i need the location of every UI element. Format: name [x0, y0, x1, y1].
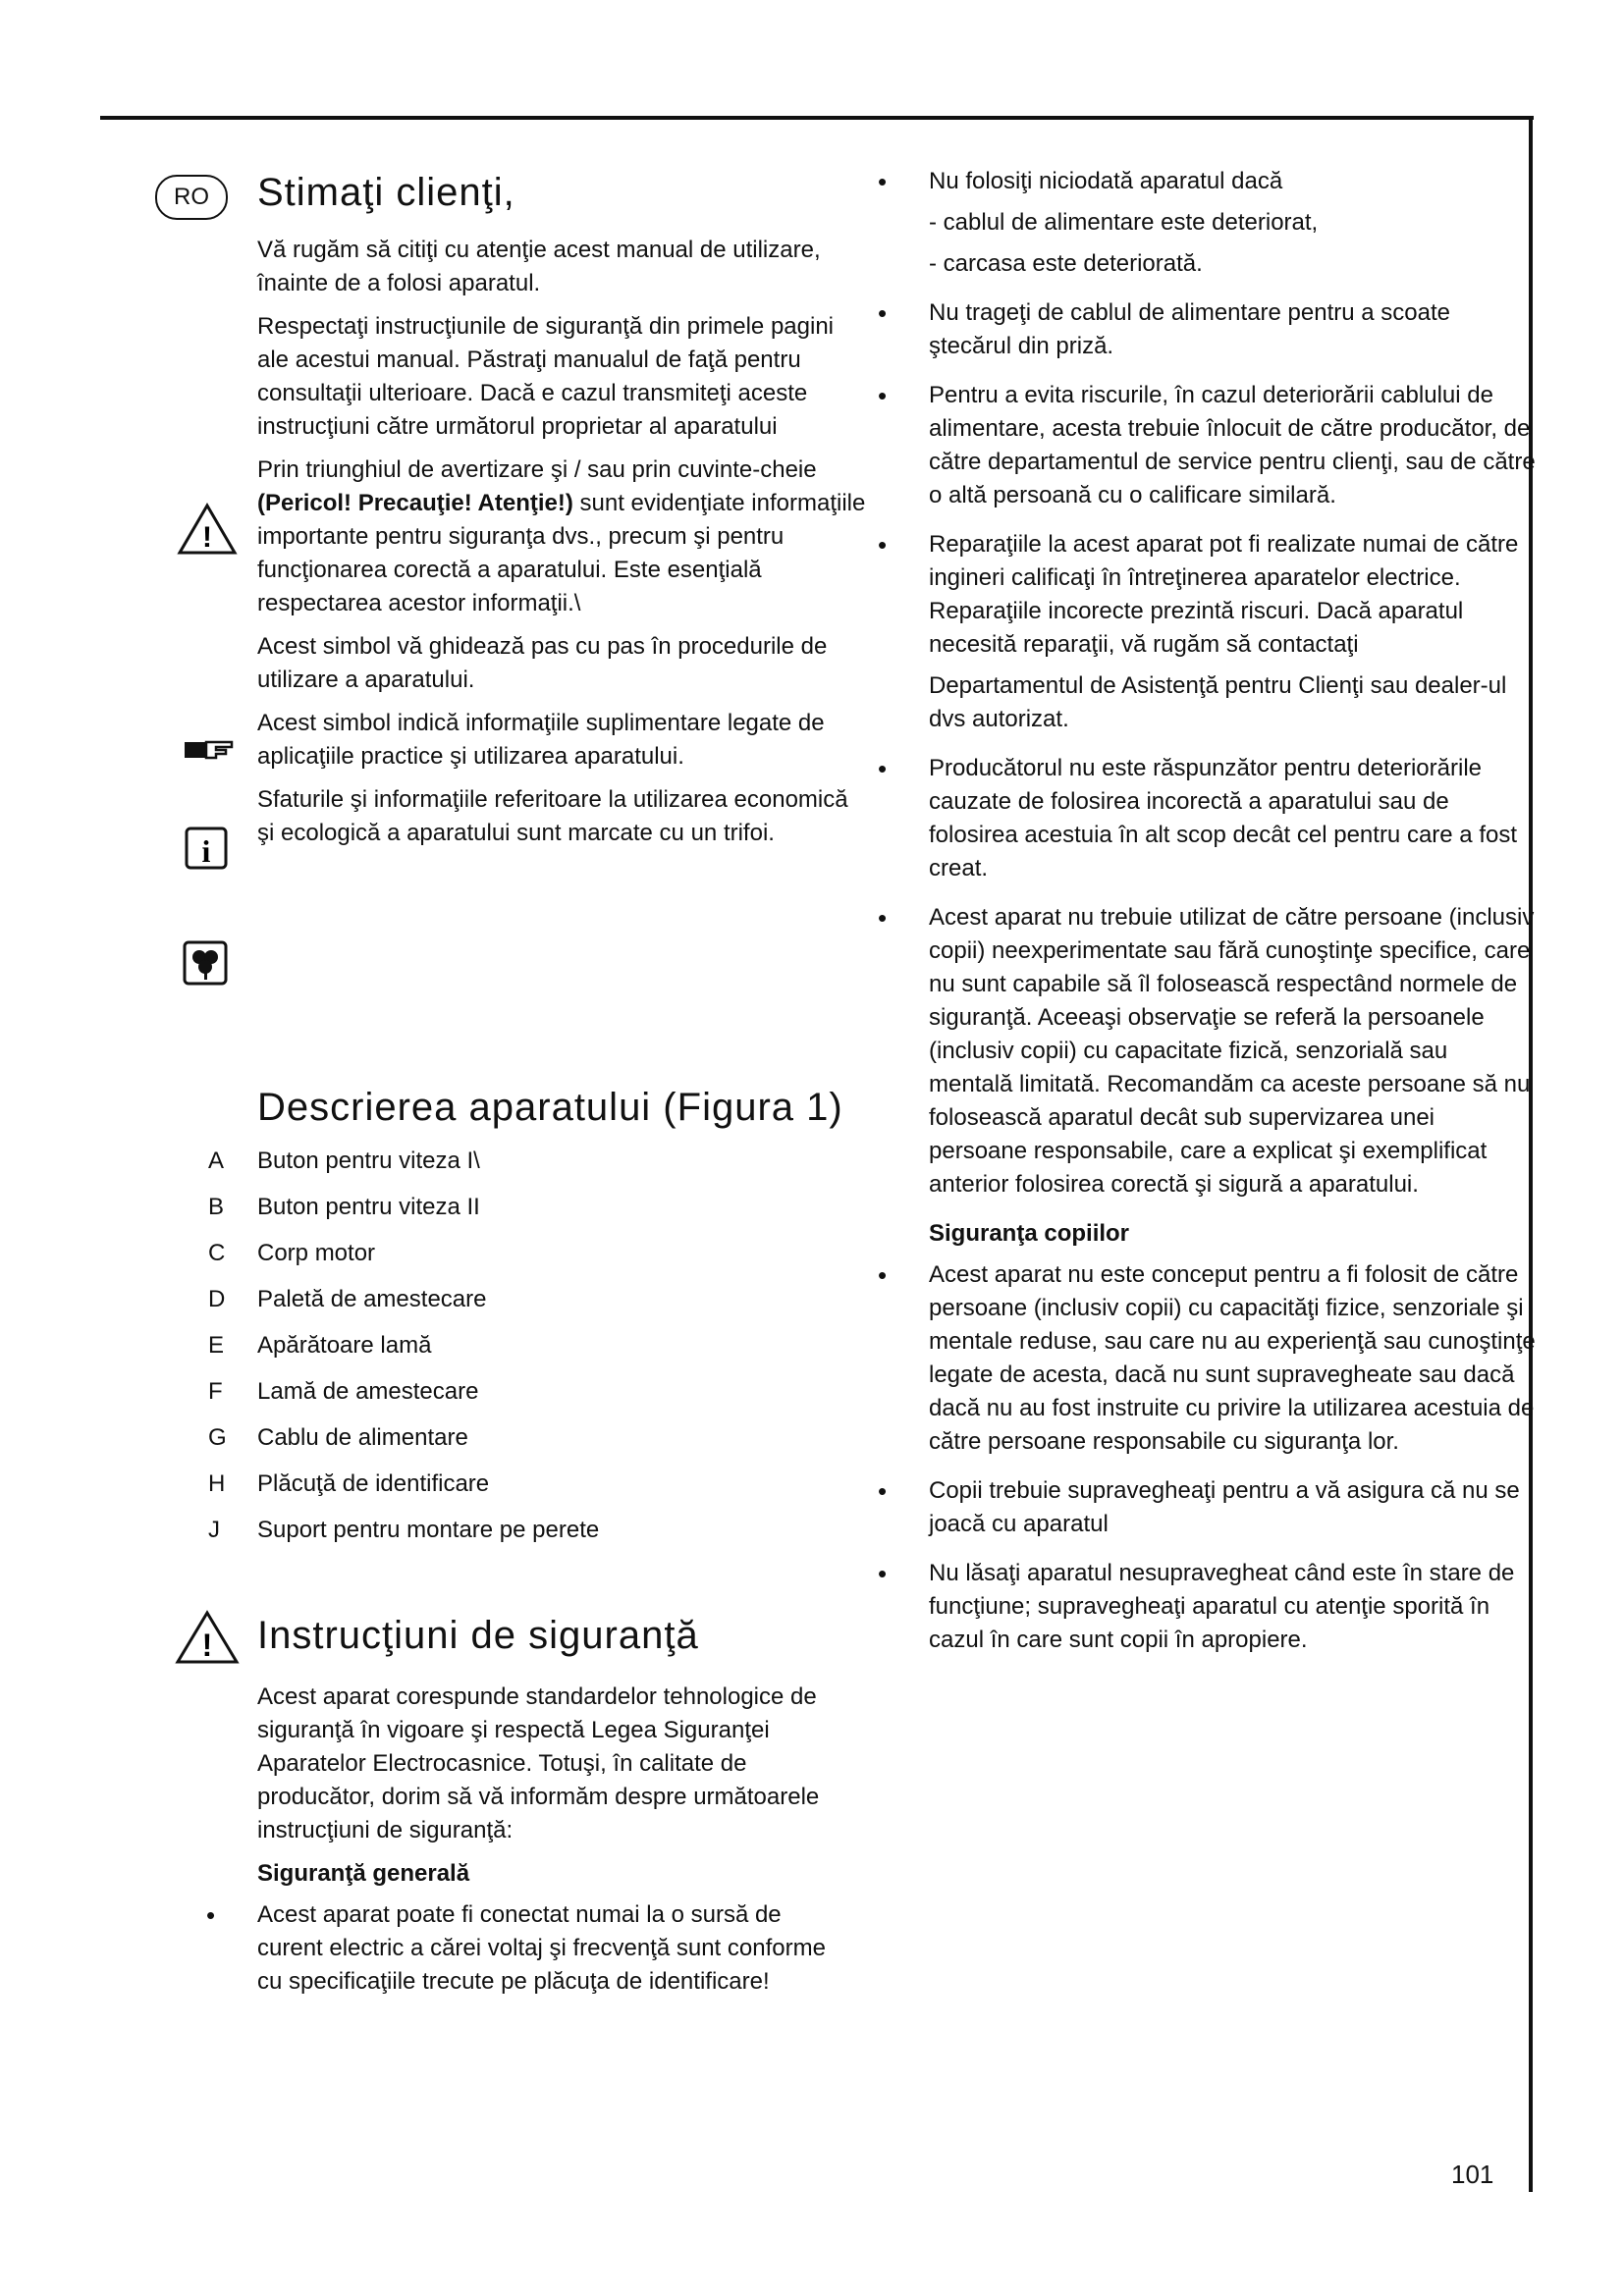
right-column	[878, 165, 1538, 1673]
list-item	[878, 1258, 1538, 1459]
part-item	[208, 1468, 856, 1514]
bullet-icon: •	[878, 1476, 888, 1506]
list-item	[878, 752, 1538, 885]
list-item	[878, 296, 1538, 363]
bullet-text: Producătorul nu este răspunzător pentru deteriorările cauzate de folosirea incorectă a aparatului sau de folosirea acestuia în alt scop decât cel pentru care a fost creat.	[929, 755, 1518, 881]
bullet-icon: •	[878, 1260, 888, 1290]
part-item	[208, 1514, 856, 1560]
bullet-text: Nu lăsaţi aparatul nesupravegheat când este în stare de funcţiune; supravegheaţi aparatul cu atenţie sporită în cazul în care sunt copii în apropiere.	[929, 1560, 1515, 1653]
part-label: Paletă de amestecare	[257, 1286, 487, 1312]
bullet-icon: •	[206, 1900, 216, 1930]
list-item	[878, 1474, 1538, 1541]
bullet-icon: •	[878, 1559, 888, 1588]
bullet-icon: •	[878, 903, 888, 933]
bullet-text: Nu trageţi de cablul de alimentare pentru a scoate ştecărul din priză.	[929, 299, 1450, 359]
eco-symbol-paragraph: Sfaturile şi informaţiile referitoare la utilizarea economică şi ecologică a aparatului sunt marcate cu un trifoi.	[257, 786, 848, 846]
list-item	[878, 528, 1538, 736]
general-safety-text: Acest aparat poate fi conectat numai la o sursă de curent electric a cărei voltaj şi frecvenţă sunt conforme cu specificaţiile trecute pe plăcuţa de identificare!	[257, 1901, 826, 1995]
children-safety-list	[878, 1258, 1538, 1657]
bullet-text: Acest aparat nu trebuie utilizat de către persoane (inclusiv copii) neexperimentate sau fără cunoştinţe specifice, care nu sunt capabile să îl folosească respectând normele de siguranţă. Aceeaşi observaţie se referă la persoanele (inclusiv copii) cu capacitate fizică, senzorială sau mentală limitată. Recomandăm ca aceste persoane să nu folosească aparatul decât sub supervizarea unei persoane responsabile, care a explicat şi exemplificat anterior folosirea corectă şi sigură a aparatului.	[929, 904, 1535, 1198]
part-letter: F	[208, 1378, 223, 1405]
part-label: Buton pentru viteza I\	[257, 1148, 480, 1174]
left-column	[257, 165, 866, 860]
part-item	[208, 1191, 856, 1237]
bullet-icon: •	[878, 167, 888, 196]
warning-triangle-icon	[177, 503, 238, 556]
info-symbol-paragraph: Acest simbol indică informaţiile suplimentare legate de aplicaţiile practice şi utilizarea aparatului.	[257, 710, 825, 770]
dash-item: - cablul de alimentare este deteriorat,	[929, 209, 1319, 236]
part-letter: B	[208, 1194, 225, 1220]
safety-list	[878, 165, 1538, 1201]
part-item	[208, 1329, 856, 1375]
intro-paragraph: Vă rugăm să citiţi cu atenţie acest manual de utilizare, înainte de a folosi aparatul.	[257, 237, 821, 296]
parts-list	[208, 1145, 856, 1560]
part-letter: D	[208, 1286, 226, 1312]
part-item	[208, 1421, 856, 1468]
warning-triangle-icon	[175, 1610, 240, 1665]
bullet-text: Copii trebuie supravegheaţi pentru a vă asigura că nu se joacă cu aparatul	[929, 1477, 1520, 1537]
top-rule	[100, 116, 1534, 120]
svg-text:!: !	[202, 521, 212, 554]
list-item	[878, 901, 1538, 1201]
part-label: Plăcuţă de identificare	[257, 1470, 490, 1497]
list-item	[206, 1898, 846, 1999]
part-label: Suport pentru montare pe perete	[257, 1517, 600, 1543]
bullet-text: Acest aparat nu este conceput pentru a fi folosit de către persoane (inclusiv copii) cu capacităţi fizice, senzoriale şi mentale reduse, sau care nu au experienţă sau cunoştinţe legate de acesta, dacă nu sunt supravegheate sau dacă dacă nu au fost instruite cu privire la utilizarea acestuia de către persoane responsabile cu siguranţa lor.	[929, 1261, 1536, 1455]
info-icon	[185, 827, 228, 870]
part-letter: H	[208, 1470, 226, 1497]
general-safety-heading: Siguranţă generală	[257, 1860, 470, 1887]
part-letter: E	[208, 1332, 225, 1359]
part-letter: A	[208, 1148, 225, 1174]
part-item	[208, 1145, 856, 1191]
warning-keywords: (Pericol! Precauţie! Atenţie!)	[257, 490, 573, 516]
bullet-text: Reparaţiile la acest aparat pot fi realizate numai de către ingineri calificaţi în întreţinerea aparatelor electrice. Reparaţiile incorecte prezintă riscuri. Dacă aparatul necesită reparaţii, vă rugăm să contactaţi	[929, 531, 1519, 658]
children-safety-heading: Siguranţa copiilor	[929, 1220, 1130, 1247]
language-badge: RO	[155, 175, 228, 220]
svg-text:i: i	[201, 833, 211, 869]
list-item	[878, 379, 1538, 512]
bullet-icon: •	[878, 754, 888, 783]
warning-text-a: Prin triunghiul de avertizare şi / sau prin cuvinte-cheie	[257, 456, 817, 483]
pointing-hand-icon	[183, 734, 236, 764]
bullet-icon: •	[878, 530, 888, 560]
part-label: Lamă de amestecare	[257, 1378, 479, 1405]
guide-symbol-paragraph: Acest simbol vă ghidează pas cu pas în procedurile de utilizare a aparatului.	[257, 633, 828, 693]
part-letter: J	[208, 1517, 220, 1543]
part-label: Apărătoare lamă	[257, 1332, 432, 1359]
safety-section	[206, 1608, 846, 2014]
description-title: Descrierea aparatului (Figura 1)	[257, 1086, 843, 1129]
bullet-icon: •	[878, 298, 888, 328]
part-letter: G	[208, 1424, 227, 1451]
part-item	[208, 1283, 856, 1329]
bullet-text: Pentru a evita riscurile, în cazul deteriorării cablului de alimentare, acesta trebuie înlocuit de către producător, de către departamentul de service pentru clienţi, sau de către o altă persoană cu o calificare similară.	[929, 382, 1536, 508]
part-label: Corp motor	[257, 1240, 376, 1266]
list-item	[878, 165, 1538, 281]
clover-icon	[183, 940, 228, 986]
svg-text:!: !	[201, 1628, 213, 1663]
safety-intro: Acest aparat corespunde standardelor tehnologice de siguranţă în vigoare şi respectă Legea Siguranţei Aparatelor Electrocasnice. Totuşi, în calitate de producător, dorim să vă informăm despre următoarele instrucţiuni de siguranţă:	[257, 1683, 820, 1843]
bullet-icon: •	[878, 381, 888, 410]
greeting-title: Stimaţi clienţi,	[257, 171, 515, 214]
part-item	[208, 1237, 856, 1283]
warning-text-c: sunt evidenţiate informaţiile importante pentru siguranţa dvs., precum şi pentru funcţionarea corectă a aparatului. Este esenţială respectarea acestor informaţii.\	[257, 490, 866, 616]
list-item	[878, 1557, 1538, 1657]
part-letter: C	[208, 1240, 226, 1266]
bullet-text-cont: Departamentul de Asistenţă pentru Clienţi sau dealer-ul dvs autorizat.	[929, 672, 1507, 732]
bullet-text: Nu folosiţi niciodată aparatul dacă	[929, 168, 1283, 194]
safety-title: Instrucţiuni de siguranţă	[257, 1614, 699, 1657]
part-label: Cablu de alimentare	[257, 1424, 468, 1451]
part-label: Buton pentru viteza II	[257, 1194, 480, 1220]
page-number: 101	[1451, 2160, 1494, 2189]
dash-item: - carcasa este deteriorată.	[929, 250, 1203, 277]
instructions-paragraph: Respectaţi instrucţiunile de siguranţă din primele pagini ale acestui manual. Păstraţi manualul de faţă pentru consultaţii ulterioare. Dacă e cazul transmiteţi aceste instrucţiuni către următorul proprietar al aparatului	[257, 313, 834, 440]
warning-paragraph	[257, 454, 866, 620]
general-safety-list	[206, 1898, 846, 1999]
part-item	[208, 1375, 856, 1421]
